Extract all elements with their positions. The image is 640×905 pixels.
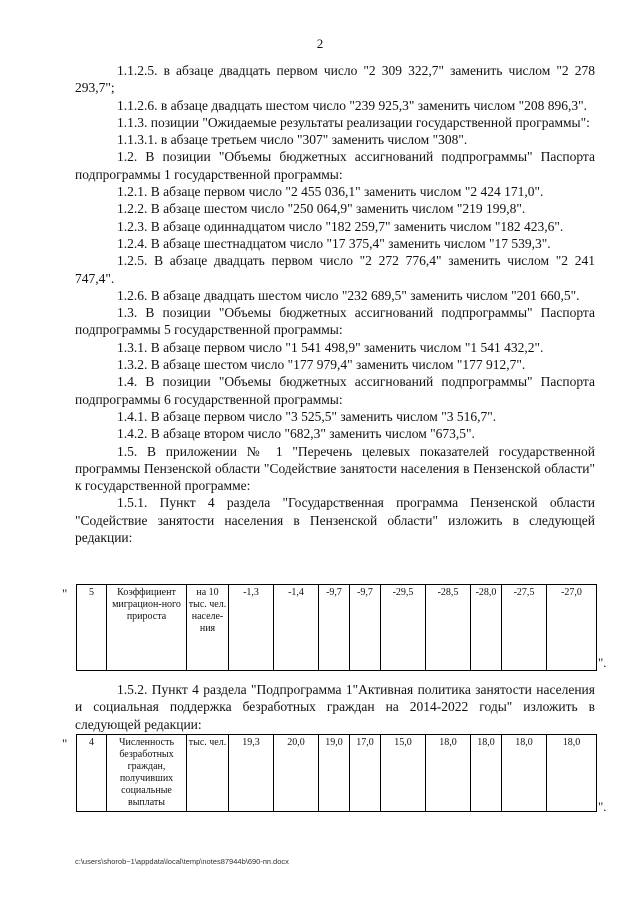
table-cell: на 10 тыс. чел. населе-ния xyxy=(187,585,229,671)
paragraph: 1.2.3. В абзаце одиннадцатом число "182 259,7" заменить числом "182 423,6". xyxy=(117,218,564,234)
table-cell: 15,0 xyxy=(381,735,426,812)
paragraph: 1.2.5. В абзаце двадцать первом число "2 272 776,4" заменить числом "2 241 747,4". xyxy=(75,253,595,286)
paragraph: 1.2.1. В абзаце первом число "2 455 036,1" заменить числом "2 424 171,0". xyxy=(117,184,544,200)
table-cell: 5 xyxy=(77,585,107,671)
table-cell: 18,0 xyxy=(471,735,502,812)
page-number: 2 xyxy=(316,36,324,51)
table-cell: 18,0 xyxy=(426,735,471,812)
table-cell: -9,7 xyxy=(319,585,350,671)
paragraph: 1.3.1. В абзаце первом число "1 541 498,9" заменить числом "1 541 432,2". xyxy=(117,339,544,355)
table-cell: Коэффициент миграцион-ного прироста xyxy=(107,585,187,671)
table-cell: -28,0 xyxy=(471,585,502,671)
table-cell: Численность безработных граждан, получивших социальные выплаты xyxy=(107,735,187,812)
paragraph: 1.3.2. В абзаце шестом число "177 979,4" заменить числом "177 912,7". xyxy=(117,357,526,373)
table-row xyxy=(77,585,597,671)
table-cell: 20,0 xyxy=(274,735,319,812)
table-cell: 17,0 xyxy=(350,735,381,812)
table2-open-quote: " xyxy=(62,736,68,751)
table-cell: -1,3 xyxy=(229,585,274,671)
paragraph: 1.1.3. позиции "Ожидаемые результаты реализации государственной программы": xyxy=(117,114,590,130)
paragraph: 1.5.1. Пункт 4 раздела "Государственная программа Пензенской области "Содействие занятости населения в Пензенской области" изложить в следующей редакции: xyxy=(75,495,595,546)
table2-close-mark: ". xyxy=(598,799,607,814)
table-cell: 4 xyxy=(77,735,107,812)
paragraph: 1.2. В позиции "Объемы бюджетных ассигнований подпрограммы" Паспорта подпрограммы 1 государственной программы: xyxy=(75,149,595,182)
table-cell: 18,0 xyxy=(547,735,597,812)
table-cell: -29,5 xyxy=(381,585,426,671)
table-row xyxy=(77,735,597,812)
table-cell: 19,0 xyxy=(319,735,350,812)
indicator-table-2 xyxy=(76,734,597,812)
table1-close-mark: ". xyxy=(598,655,607,670)
document-body xyxy=(75,62,595,546)
table-cell: -1,4 xyxy=(274,585,319,671)
paragraph: 1.2.2. В абзаце шестом число "250 064,9" заменить числом "219 199,8". xyxy=(117,201,526,217)
paragraph-list xyxy=(75,62,595,546)
table-cell: тыс. чел. xyxy=(187,735,229,812)
paragraph-1-5-2: 1.5.2. Пункт 4 раздела "Подпрограмма 1"Активная политика занятости населения и социальная поддержка безработных граждан на 2014-2022 годы" изложить в следующей редакции: xyxy=(75,682,595,732)
table1-open-quote: " xyxy=(62,586,68,601)
paragraph: 1.1.3.1. в абзаце третьем число "307" заменить числом "308". xyxy=(117,132,468,148)
table-cell: -28,5 xyxy=(426,585,471,671)
paragraph: 1.4. В позиции "Объемы бюджетных ассигнований подпрограммы" Паспорта подпрограммы 6 государственной программы: xyxy=(75,374,595,407)
paragraph: 1.4.2. В абзаце втором число "682,3" заменить числом "673,5". xyxy=(117,426,475,442)
paragraph-1-5-2-wrapper xyxy=(75,681,595,733)
paragraph: 1.3. В позиции "Объемы бюджетных ассигнований подпрограммы" Паспорта подпрограммы 5 государственной программы: xyxy=(75,305,595,338)
paragraph: 1.2.4. В абзаце шестнадцатом число "17 375,4" заменить числом "17 539,3". xyxy=(117,235,551,251)
table-cell: 19,3 xyxy=(229,735,274,812)
table-cell: -9,7 xyxy=(350,585,381,671)
table-cell: -27,5 xyxy=(502,585,547,671)
table-cell: -27,0 xyxy=(547,585,597,671)
paragraph: 1.4.1. В абзаце первом число "3 525,5" заменить числом "3 516,7". xyxy=(117,408,497,424)
paragraph: 1.5. В приложении № 1 "Перечень целевых показателей государственной программы Пензенской области "Содействие занятости населения в Пензенской области" к государственной программе: xyxy=(75,443,595,494)
paragraph: 1.1.2.5. в абзаце двадцать первом число "2 309 322,7" заменить числом "2 278 293,7"; xyxy=(75,63,595,96)
indicator-table-1 xyxy=(76,584,597,671)
table-cell: 18,0 xyxy=(502,735,547,812)
paragraph: 1.2.6. В абзаце двадцать шестом число "232 689,5" заменить числом "201 660,5". xyxy=(117,287,580,303)
footer-file-path: c:\users\shorob~1\appdata\local\temp\notes87944b\690-пп.docx xyxy=(75,857,289,866)
paragraph: 1.1.2.6. в абзаце двадцать шестом число "239 925,3" заменить числом "208 896,3". xyxy=(117,97,588,113)
